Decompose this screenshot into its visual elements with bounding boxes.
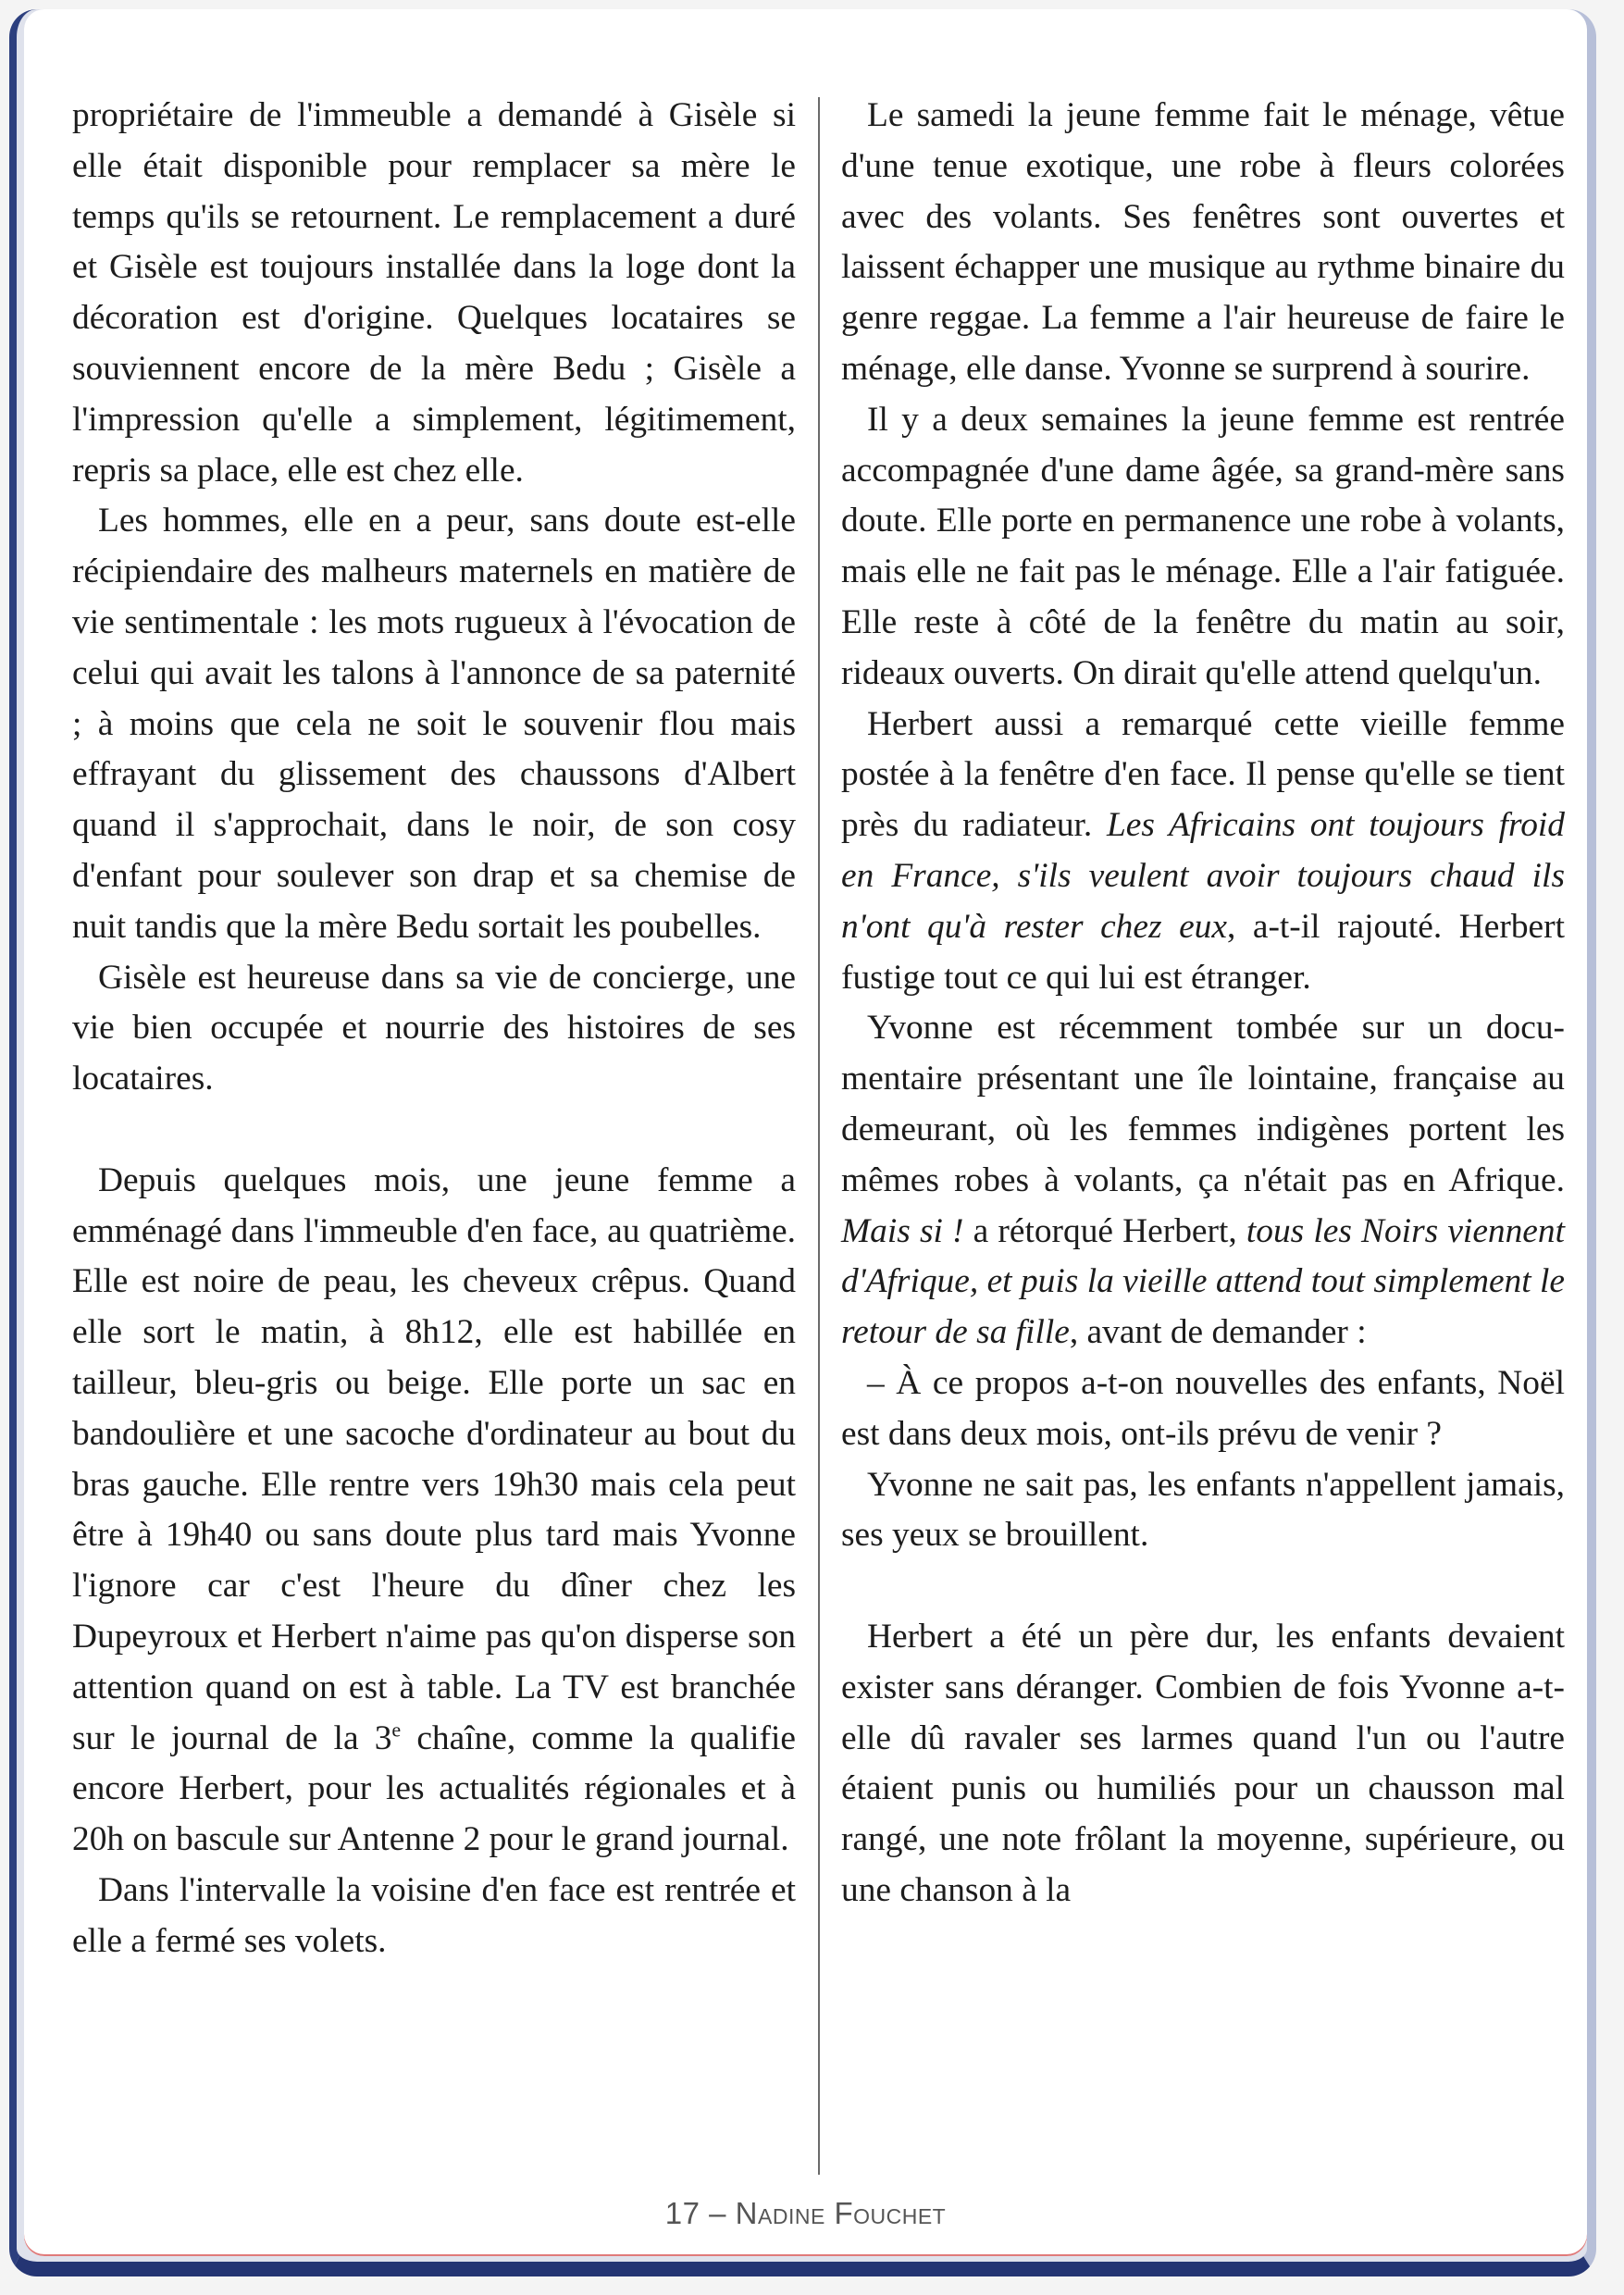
left-column: [72, 91, 796, 1966]
paragraph-text: a rétorqué Herbert,: [963, 1211, 1246, 1250]
author-name: Nadine Fouchet: [735, 2196, 947, 2230]
column-divider: [818, 97, 820, 2175]
paragraph: Il y a deux semaines la jeune femme est rentrée accompagnée d'une dame âgée, sa grand-mère sans doute. Elle porte en permanence une robe à volants, mais elle ne fait pas le ménage. Elle a l'air fatiguée. Elle reste à côté de la fenêtre du matin au soir, rideaux ouverts. On dirait qu'elle attend quelqu'un.: [841, 400, 1565, 692]
paragraph-text: chaîne, comme la qualifie encore Herbert, pour les actualités régionales et à 20h on bascule sur Antenne 2 pour le grand journal.: [72, 1718, 796, 1859]
paragraph: [72, 1156, 796, 1866]
paragraph-text: Depuis quelques mois, une jeune femme a emménagé dans l'immeuble d'en face, au quatrième. Elle est noire de peau, les cheveux crêpus. Quand elle sort le matin, à 8h12, elle est habillée en tailleur, bleu-gris ou beige. Elle porte un sac en bandoulière et une sacoche d'ordinateur au bout du bras gauche. Elle rentre vers 19h30 mais cela peut être à 19h40 ou sans doute plus tard mais Yvonne l'ignore car c'est l'heure du dîner chez les Dupeyroux et Herbert n'aime pas qu'on disperse son attention quand on est à table. La TV est branchée sur le journal de la 3: [72, 1160, 796, 1757]
page-number: 17: [664, 2196, 700, 2230]
superscript: e: [391, 1718, 402, 1742]
footer-separator: –: [709, 2196, 726, 2230]
paragraph-text: Yvonne est récemment tombée sur un documentaire présentant une île lointaine, française au demeurant, où les femmes indigènes portent les mêmes robes à volants, ça n'était pas en Afrique.: [841, 1009, 1565, 1199]
italic-quote: Les Africains ont toujours froid en France, s'ils veulent avoir toujours chaud ils n'ont qu'à rester chez eux: [841, 806, 1565, 946]
paragraph-text: , a-t-il rajouté. Herbert fustige tout ce qui lui est étranger.: [841, 907, 1565, 997]
page-frame: [9, 9, 1596, 2276]
book-page: [24, 9, 1587, 2256]
paragraph: Les hommes, elle en a peur, sans doute est-elle récipiendaire des malheurs maternels en matière de vie sentimentale : les mots rugueux à l'évocation de celui qui avait les talons à l'annonce de sa paternité ; à moins que cela ne soit le souvenir flou mais effrayant du glissement des chaussons d'Albert quand il s'approchait, dans le noir, de son cosy d'enfant pour soulever son drap et sa chemise de nuit tandis que la mère Bedu sortait les poubelles.: [72, 502, 796, 946]
dialogue-line: – À ce propos a-t-on nouvelles des enfants, Noël est dans deux mois, ont-ils prévu de venir ?: [841, 1363, 1565, 1453]
right-column: [841, 91, 1565, 1917]
paragraph: [841, 700, 1565, 1004]
page-footer: [24, 2196, 1587, 2231]
paragraph-text: , avant de demander :: [1069, 1313, 1367, 1352]
italic-quote: Mais si !: [841, 1211, 964, 1250]
paragraph: Gisèle est heureuse dans sa vie de concierge, une vie bien occupée et nourrie des histoires de ses locataires.: [72, 958, 796, 1098]
paragraph: Herbert a été un père dur, les enfants devaient exister sans déranger. Combien de fois Yvonne a-t-elle dû ravaler ses larmes quand l'un ou l'autre étaient punis ou humiliés pour un chausson mal rangé, une note frôlant la moyenne, supérieure, ou une chanson à la: [841, 1617, 1565, 1909]
italic-quote: tous les Noirs viennent d'Afrique, et puis la vieille attend tout simplement le retour de sa fille: [841, 1211, 1565, 1352]
paragraph: Le samedi la jeune femme fait le ménage, vêtue d'une tenue exotique, une robe à fleurs colorées avec des volants. Ses fenêtres sont ouvertes et laissent échapper une musique au rythme binaire du genre reggae. La femme a l'air heureuse de faire le ménage, elle danse. Yvonne se surprend à sourire.: [841, 96, 1565, 388]
paragraph-text: Herbert aussi a remarqué cette vieille femme postée à la fenêtre d'en face. Il pense qu'elle se tient près du radiateur.: [841, 704, 1565, 845]
paragraph: propriétaire de l'immeuble a demandé à Gisèle si elle était disponible pour remplacer sa mère le temps qu'ils se retournent. Le remplacement a duré et Gisèle est toujours installée dans la loge dont la décoration est d'origine. Quelques locataires se souviennent encore de la mère Bedu ; Gisèle a l'impression qu'elle a simplement, légitimement, repris sa place, elle est chez elle.: [72, 96, 796, 490]
paragraph: Dans l'intervalle la voisine d'en face est rentrée et elle a fermé ses volets.: [72, 1870, 796, 1960]
paragraph: Yvonne ne sait pas, les enfants n'appellent jamais, ses yeux se brouillent.: [841, 1465, 1565, 1555]
paragraph: [841, 1003, 1565, 1358]
